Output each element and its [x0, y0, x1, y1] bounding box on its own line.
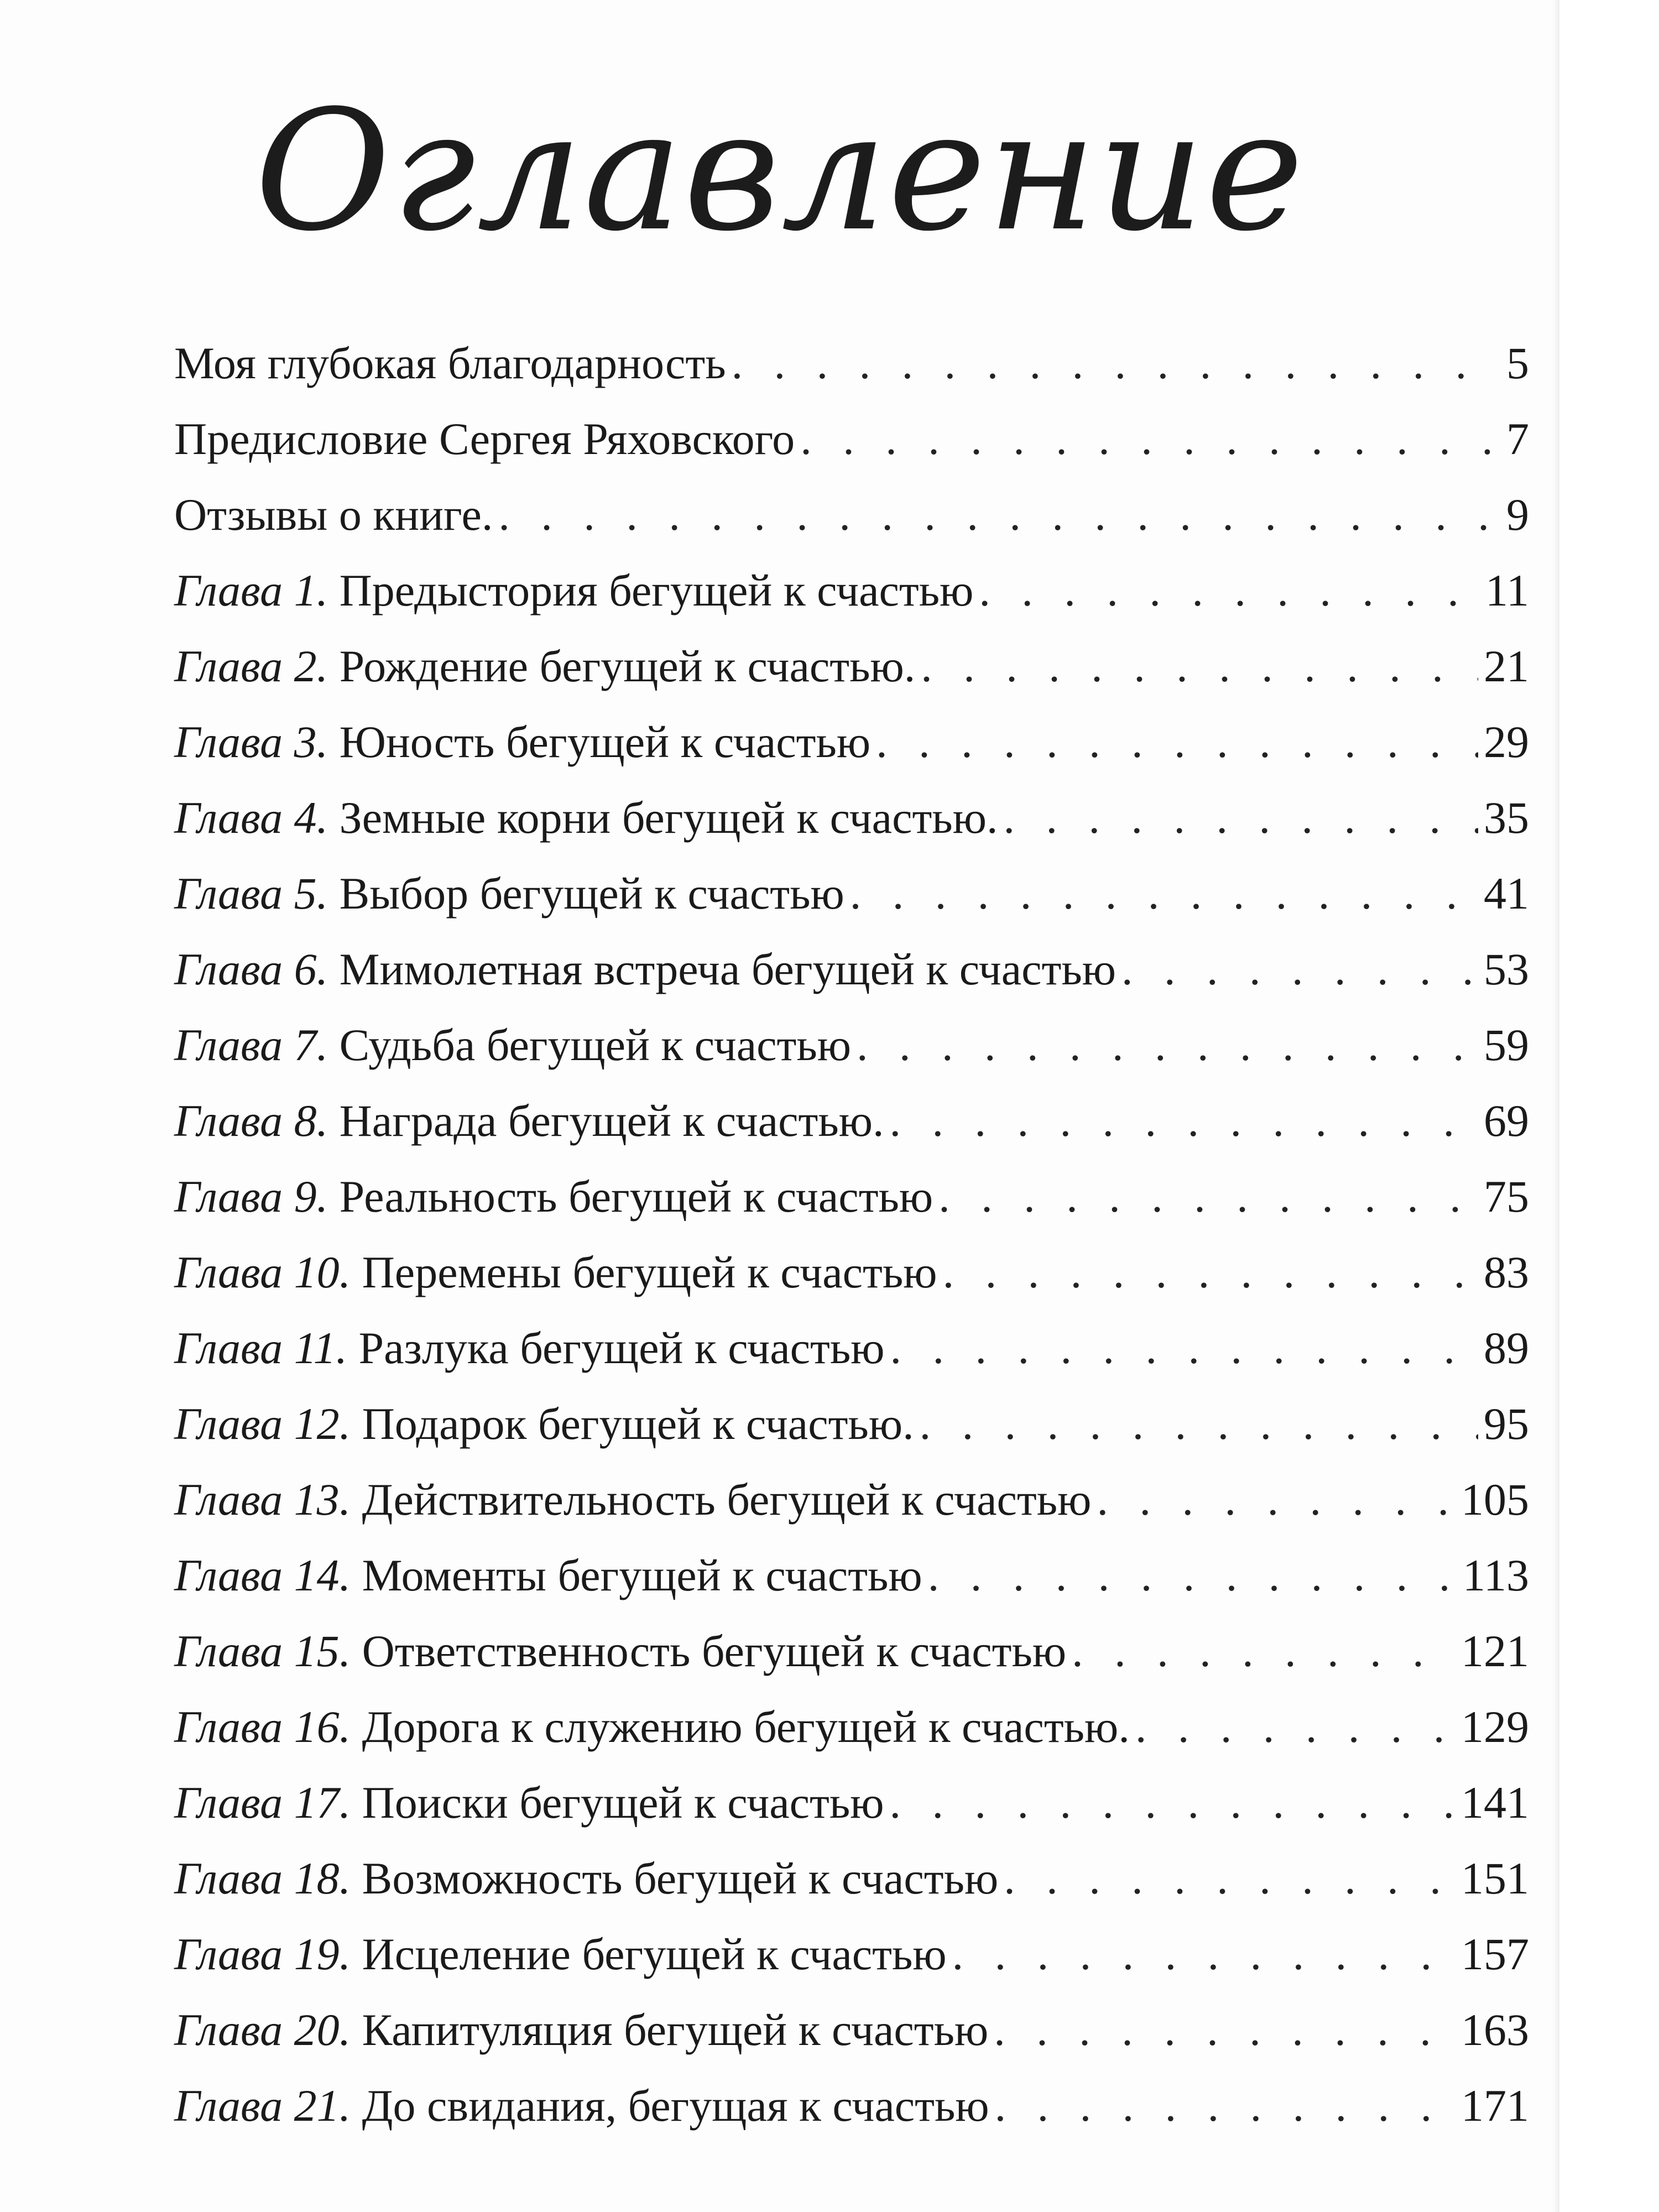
page-number: 113 [1463, 1550, 1529, 1600]
chapter-number: Глава 17. [174, 1777, 351, 1828]
toc-entry [174, 413, 1529, 489]
chapter-number: Глава 2. [174, 641, 328, 691]
toc-entry [174, 1550, 1529, 1625]
toc-entry-title: Предисловие Сергея Ряховского [174, 414, 795, 464]
page-number: 21 [1484, 641, 1529, 691]
toc-entry [174, 1322, 1529, 1398]
toc-entry-title: Подарок бегущей к счастью. [351, 1399, 914, 1449]
chapter-number: Глава 7. [174, 1020, 328, 1070]
toc-entry-label [174, 1019, 851, 1071]
dot-leader [1004, 1853, 1455, 1905]
toc-entry-label [174, 337, 726, 389]
toc-entry-title: Ответственность бегущей к счастью [351, 1626, 1067, 1676]
toc-entry-title: Предыстория бегущей к счастью [328, 565, 974, 615]
chapter-number: Глава 21. [174, 2080, 351, 2131]
toc-entry-label [174, 2080, 989, 2132]
toc-entry-title: Юность бегущей к счастью [328, 717, 871, 767]
page-number: 11 [1485, 565, 1529, 615]
chapter-number: Глава 20. [174, 2005, 351, 2055]
page-title: Оглавление [254, 75, 1305, 268]
page-number: 7 [1506, 414, 1529, 464]
page-number: 95 [1484, 1399, 1529, 1449]
toc-entry-label [174, 1398, 914, 1450]
chapter-number: Глава 11. [174, 1323, 347, 1373]
toc-entry-title: До свидания, бегущая к счастью [351, 2080, 989, 2131]
toc-entry [174, 1171, 1529, 1246]
toc-entry-title: Рождение бегущей к счастью. [328, 641, 916, 691]
toc-entry [174, 1701, 1529, 1777]
toc-entry-label [174, 489, 493, 541]
toc-entry [174, 1853, 1529, 1928]
toc-entry-label [174, 1246, 937, 1298]
chapter-number: Глава 3. [174, 717, 328, 767]
page-number: 75 [1484, 1171, 1529, 1222]
dot-leader [890, 1095, 1478, 1147]
toc-entry-title: Поиски бегущей к счастью [351, 1777, 884, 1828]
toc-entry-title: Моя глубокая благодарность [174, 338, 726, 388]
toc-entry-title: Моменты бегущей к счастью [351, 1550, 922, 1600]
page-number: 69 [1484, 1095, 1529, 1146]
toc-entry-label [174, 792, 998, 844]
toc-entry-title: Капитуляция бегущей к счастью [351, 2005, 989, 2055]
chapter-number: Глава 8. [174, 1095, 328, 1146]
toc-entry [174, 1019, 1529, 1095]
toc-entry [174, 337, 1529, 413]
toc-entry-title: Возможность бегущей к счастью [351, 1853, 999, 1903]
toc-entry-title: Исцеление бегущей к счастью [351, 1929, 947, 1979]
dot-leader [928, 1550, 1457, 1601]
toc-entry [174, 1928, 1529, 2004]
toc-entry-title: Реальность бегущей к счастью [328, 1171, 933, 1222]
toc-entry-label [174, 1171, 933, 1223]
page-number: 53 [1484, 944, 1529, 994]
toc-entry-title: Действительность бегущей к счастью [351, 1474, 1092, 1525]
toc-entry-title: Дорога к служению бегущей к счастью. [351, 1702, 1130, 1752]
dot-leader [857, 1019, 1478, 1071]
chapter-number: Глава 6. [174, 944, 328, 994]
table-of-contents [174, 337, 1529, 2156]
chapter-number: Глава 10. [174, 1247, 351, 1297]
toc-entry-label [174, 1777, 884, 1829]
toc-entry [174, 943, 1529, 1019]
toc-entry-label [174, 1928, 947, 1980]
toc-entry [174, 1095, 1529, 1171]
chapter-number: Глава 14. [174, 1550, 351, 1600]
page-number: 171 [1461, 2080, 1529, 2131]
toc-entry [174, 565, 1529, 640]
page-number: 83 [1484, 1247, 1529, 1297]
page-number: 163 [1461, 2005, 1529, 2055]
dot-leader [876, 716, 1478, 768]
toc-entry-label [174, 1095, 884, 1147]
toc-entry [174, 1625, 1529, 1701]
dot-leader [1097, 1474, 1455, 1526]
toc-entry-title: Земные корни бегущей к счастью. [328, 792, 998, 843]
dot-leader [1072, 1625, 1455, 1677]
dot-leader [890, 1322, 1478, 1374]
toc-entry-label [174, 1322, 885, 1374]
page-number: 141 [1461, 1777, 1529, 1828]
page-number: 29 [1484, 717, 1529, 767]
toc-entry-label [174, 943, 1116, 995]
dot-leader [1003, 792, 1478, 844]
page-number: 151 [1461, 1853, 1529, 1903]
chapter-number: Глава 13. [174, 1474, 351, 1525]
toc-entry [174, 489, 1529, 565]
page-number: 35 [1484, 792, 1529, 843]
toc-entry [174, 792, 1529, 868]
dot-leader [498, 489, 1501, 541]
toc-entry [174, 2004, 1529, 2080]
dot-leader [952, 1928, 1455, 1980]
toc-entry [174, 640, 1529, 716]
toc-entry-label [174, 1550, 922, 1601]
dot-leader [938, 1171, 1478, 1223]
chapter-number: Глава 19. [174, 1929, 351, 1979]
dot-leader [890, 1777, 1456, 1829]
page-number: 157 [1461, 1929, 1529, 1979]
toc-entry-title: Награда бегущей к счастью. [328, 1095, 884, 1146]
page-number: 9 [1506, 489, 1529, 540]
chapter-number: Глава 1. [174, 565, 328, 615]
dot-leader [921, 640, 1478, 692]
toc-entry [174, 1777, 1529, 1853]
chapter-number: Глава 12. [174, 1399, 351, 1449]
page-number: 5 [1506, 338, 1529, 388]
toc-entry [174, 1246, 1529, 1322]
toc-entry-title: Перемены бегущей к счастью [351, 1247, 937, 1297]
toc-entry [174, 1474, 1529, 1550]
toc-entry-title: Разлука бегущей к счастью [347, 1323, 885, 1373]
toc-entry-title: Отзывы о книге. [174, 489, 493, 540]
toc-entry-label [174, 716, 870, 768]
toc-entry [174, 716, 1529, 792]
dot-leader [995, 2080, 1455, 2132]
page-number: 129 [1461, 1702, 1529, 1752]
toc-entry-label [174, 640, 915, 692]
toc-entry-label [174, 1625, 1066, 1677]
toc-entry-title: Выбор бегущей к счастью [328, 868, 844, 919]
toc-entry-title: Судьба бегущей к счастью [328, 1020, 852, 1070]
dot-leader [979, 565, 1480, 617]
dot-leader [732, 337, 1501, 389]
toc-entry [174, 2080, 1529, 2156]
toc-entry-label [174, 868, 844, 920]
toc-entry-title: Мимолетная встреча бегущей к счастью [328, 944, 1116, 994]
dot-leader [800, 413, 1501, 465]
chapter-number: Глава 16. [174, 1702, 351, 1752]
chapter-number: Глава 15. [174, 1626, 351, 1676]
toc-entry-label [174, 2004, 988, 2056]
toc-entry [174, 1398, 1529, 1474]
dot-leader [994, 2004, 1455, 2056]
page-number: 105 [1461, 1474, 1529, 1525]
toc-entry-label [174, 1474, 1091, 1526]
toc-entry-label [174, 1853, 998, 1905]
page-number: 59 [1484, 1020, 1529, 1070]
dot-leader [1121, 943, 1478, 995]
dot-leader [920, 1398, 1478, 1450]
toc-entry-label [174, 565, 973, 617]
chapter-number: Глава 9. [174, 1171, 328, 1222]
page-number: 41 [1484, 868, 1529, 919]
chapter-number: Глава 5. [174, 868, 328, 919]
chapter-number: Глава 4. [174, 792, 328, 843]
dot-leader [1135, 1701, 1455, 1753]
page-number: 89 [1484, 1323, 1529, 1373]
toc-entry-label [174, 413, 795, 465]
dot-leader [943, 1246, 1478, 1298]
dot-leader [850, 868, 1478, 920]
toc-entry-label [174, 1701, 1130, 1753]
toc-entry [174, 868, 1529, 943]
page-number: 121 [1461, 1626, 1529, 1676]
chapter-number: Глава 18. [174, 1853, 351, 1903]
